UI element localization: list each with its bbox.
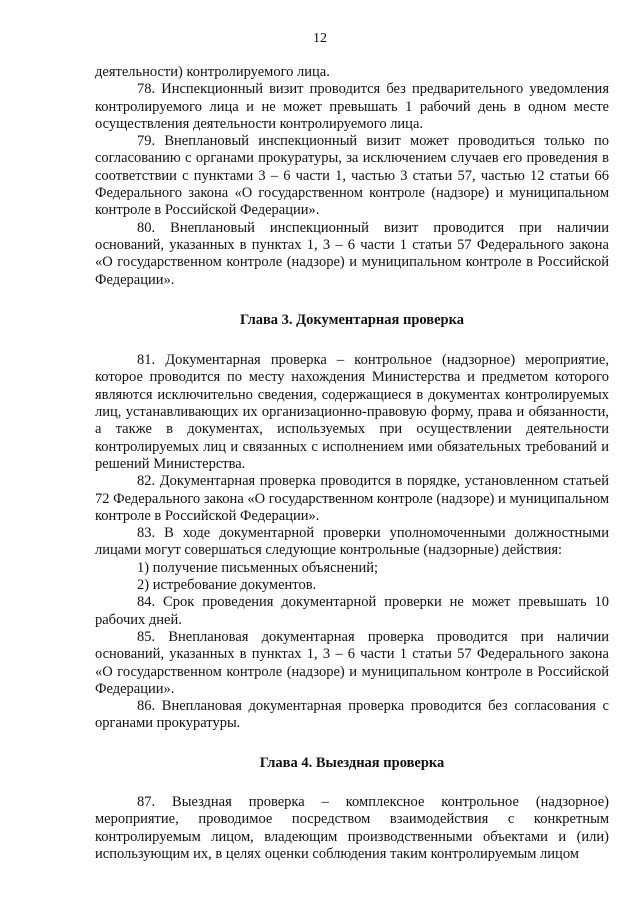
- chapter-4-title: Глава 4. Выездная проверка: [259, 754, 445, 771]
- chapter-3-title: Глава 3. Документарная проверка: [240, 311, 464, 328]
- paragraph-86: 86. Внеплановая документарная проверка проводится без согласования с органами прокуратуры.: [95, 698, 609, 732]
- paragraph-81: 81. Документарная проверка – контрольное (надзорное) мероприятие, которое проводится по месту нахождения Министерства и предметом которого являются исключительно сведения, содержащиеся в документах контролируемых лиц, устанавливающих их организационно-правовую форму, права и обязанности, а также в документах, используемых при осуществлении деятельности контролируемых лиц и связанных с исполнением ими обязательных требований и решений Министерства.: [95, 352, 609, 472]
- paragraph-79: 79. Внеплановый инспекционный визит может проводиться только по согласованию с органами прокуратуры, за исключением случаев его проведения в соответствии с пунктами 3 – 6 части 1, частью 3 статьи 57, частью 12 статьи 66 Федерального закона «О государственном контроле (надзоре) и муниципальном контроле в Российской Федерации».: [95, 133, 609, 219]
- paragraph-78: 78. Инспекционный визит проводится без предварительного уведомления контролируемого лица и не может превышать 1 рабочий день в одном месте осуществления деятельности контролируемого лица.: [95, 81, 609, 132]
- paragraph-80: 80. Внеплановый инспекционный визит проводится при наличии оснований, указанных в пунктах 1, 3 – 6 части 1 статьи 57 Федерального закона «О государственном контроле (надзоре) и муниципальном контроле в Российской Федерации».: [95, 219, 609, 288]
- page-number: 12: [313, 31, 327, 46]
- list-item-1: 1) получение письменных объяснений;: [137, 559, 379, 576]
- paragraph-82: 82. Документарная проверка проводится в порядке, установленном статьей 72 Федерального закона «О государственном контроле (надзоре) и муниципальном контроле в Российской Федерации».: [95, 473, 609, 524]
- paragraph-87: 87. Выездная проверка – комплексное контрольное (надзорное) мероприятие, проводимое посредством взаимодействия с конкретным контролируемым лицом, владеющим производственными объектами и (или) использующим их, в целях оценки соблюдения таким контролируемым лицом: [95, 793, 609, 862]
- paragraph-83: 83. В ходе документарной проверки уполномоченными должностными лицами могут совершаться следующие контрольные (надзорные) действия:: [95, 525, 609, 559]
- document-body: [95, 64, 609, 863]
- paragraph-84: 84. Срок проведения документарной проверки не может превышать 10 рабочих дней.: [95, 594, 609, 628]
- paragraph-continuation: деятельности) контролируемого лица.: [95, 64, 330, 80]
- paragraph-85: 85. Внеплановая документарная проверка проводится при наличии оснований, указанных в пунктах 1, 3 – 6 части 1 статьи 57 Федерального закона «О государственном контроле (надзоре) и муниципальном контроле в Российской Федерации».: [95, 628, 609, 697]
- list-item-2: 2) истребование документов.: [137, 577, 317, 594]
